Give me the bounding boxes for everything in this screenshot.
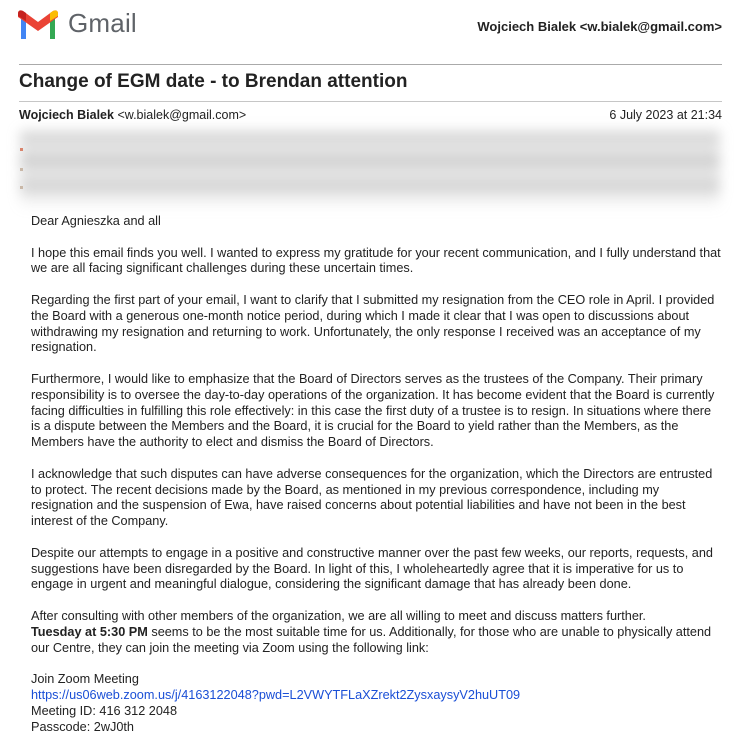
paragraph-4: I acknowledge that such disputes can have adverse consequences for the organization, which the Directors are entrusted to protect. The recent decisions made by the Board, as mentioned in my previous correspondence, including my resignation and the suspension of Ewa, have raised concerns about potential liabilities and have not been in the best interest of the Company. — [31, 467, 721, 530]
header — [0, 0, 751, 62]
gmail-m-icon — [18, 9, 58, 39]
meeting-intro: After consulting with other members of the organization, we are all willing to meet and discuss matters further. — [31, 609, 646, 623]
email-date: 6 July 2023 at 21:34 — [609, 108, 722, 122]
greeting: Dear Agnieszka and all — [31, 214, 721, 230]
redacted-mark — [20, 148, 23, 151]
redacted-region — [20, 128, 720, 210]
paragraph-3: Furthermore, I would like to emphasize that the Board of Directors serves as the trustees of the Company. Their primary responsibility is to oversee the day-to-day operations of the organization. It has become evident that the Board is currently facing difficulties in fulfilling this role effectively: in this case the first duty of a trustee is to resign. In situations where there is a dispute between the Members and the Board, it is crucial for the Board to yield rather than the Members, as the Members have the authority to elect and dismiss the Board of Directors. — [31, 372, 721, 451]
meeting-id: Meeting ID: 416 312 2048 — [31, 704, 721, 720]
redacted-mark — [20, 186, 23, 189]
zoom-details — [31, 672, 721, 735]
zoom-title: Join Zoom Meeting — [31, 672, 721, 688]
sender-name: Wojciech Bialek — [19, 108, 114, 122]
redacted-mark — [20, 168, 23, 171]
sender-email: <w.bialek@gmail.com> — [117, 108, 246, 122]
meeting-passcode: Passcode: 2wJ0th — [31, 720, 721, 735]
email-body — [31, 214, 721, 735]
paragraph-5: Despite our attempts to engage in a positive and constructive manner over the past few weeks, our reports, requests, and suggestions have been disregarded by the Board. In light of this, I wholeheartedly agree that it is imperative for us to engage in urgent and meaningful dialogue, considering the significant damage that has already been done. — [31, 546, 721, 593]
app-name: Gmail — [68, 8, 137, 39]
gmail-logo — [18, 8, 137, 39]
sender-row — [19, 108, 722, 122]
paragraph-1: I hope this email finds you well. I wanted to express my gratitude for your recent communication, and I fully understand that we are all facing significant challenges during these uncertain times. — [31, 246, 721, 278]
meeting-rest: seems to be the most suitable time for us. Additionally, for those who are unable to physically attend our Centre, they can join the meeting via Zoom using the following link: — [31, 625, 711, 655]
meeting-time: Tuesday at 5:30 PM — [31, 625, 148, 639]
zoom-link[interactable]: https://us06web.zoom.us/j/4163122048?pwd=L2VWYTFLaXZrekt2ZysxaysyV2huUT09 — [31, 688, 520, 702]
paragraph-2: Regarding the first part of your email, I want to clarify that I submitted my resignation from the CEO role in April. I provided the Board with a generous one-month notice period, during which I made it clear that I was open to discussions about withdrawing my resignation and returning to work. Unfortunately, the only response I received was an acceptance of my resignation. — [31, 293, 721, 356]
subject-divider — [19, 101, 722, 102]
account-label: Wojciech Bialek <w.bialek@gmail.com> — [477, 19, 722, 34]
meeting-paragraph — [31, 609, 721, 656]
header-divider — [19, 64, 722, 65]
email-subject: Change of EGM date - to Brendan attention — [19, 71, 407, 93]
